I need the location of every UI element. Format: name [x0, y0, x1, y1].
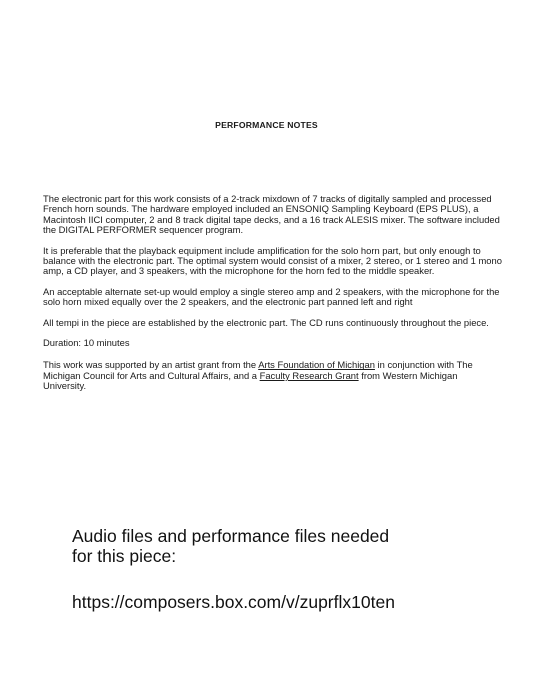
duration-text: Duration: 10 minutes [43, 337, 130, 349]
audio-files-section [72, 526, 512, 612]
paragraph-tempi: All tempi in the piece are established by the electronic part. The CD runs continuously throughout the piece. [43, 316, 489, 328]
ack-text-pre: This work was supported by an artist grant from the [43, 359, 259, 371]
paragraph-acknowledgment [43, 360, 503, 391]
ack-text-post: from Western Michigan University. [43, 369, 458, 392]
paragraph-playback: It is preferable that the playback equipment include amplification for the solo horn part, but only enough to balance with the electronic part. The optimal system would consist of a mixer, 2 stereo, or 1 stereo and 1 mono amp, a CD player, and 3 speakers, with the microphone for the horn fed to the middle speaker. [43, 244, 502, 277]
faculty-grant-link[interactable]: Faculty Research Grant [259, 369, 359, 381]
paragraph-hardware: The electronic part for this work consists of a 2-track mixdown of 7 tracks of digitally sampled and processed French horn sounds. The hardware employed included an ENSONIQ Sampling Keyboard (EPS PLUS), a Macintosh IICI computer, 2 and 8 track digital tape decks, and a 16 track ALESIS mixer. The software included the DIGITAL PERFORMER sequencer program. [43, 193, 500, 236]
ack-text-mid: in conjunction with The Michigan Council for Arts and Cultural Affairs, and a [43, 359, 473, 381]
paragraph-alternate-setup: An acceptable alternate set-up would employ a single stereo amp and 2 speakers, with the microphone for the solo horn mixed equally over the 2 speakers, and the electronic part panned left and right [43, 285, 500, 308]
page-title: PERFORMANCE NOTES [215, 120, 318, 130]
audio-files-url[interactable]: https://composers.box.com/v/zuprflx10ten [72, 592, 395, 612]
audio-files-line-1: Audio files and performance files needed [72, 526, 390, 546]
performance-notes-body [43, 194, 503, 402]
audio-files-line-2: for this piece: [72, 546, 177, 566]
arts-foundation-link[interactable]: Arts Foundation of Michigan [258, 359, 375, 371]
